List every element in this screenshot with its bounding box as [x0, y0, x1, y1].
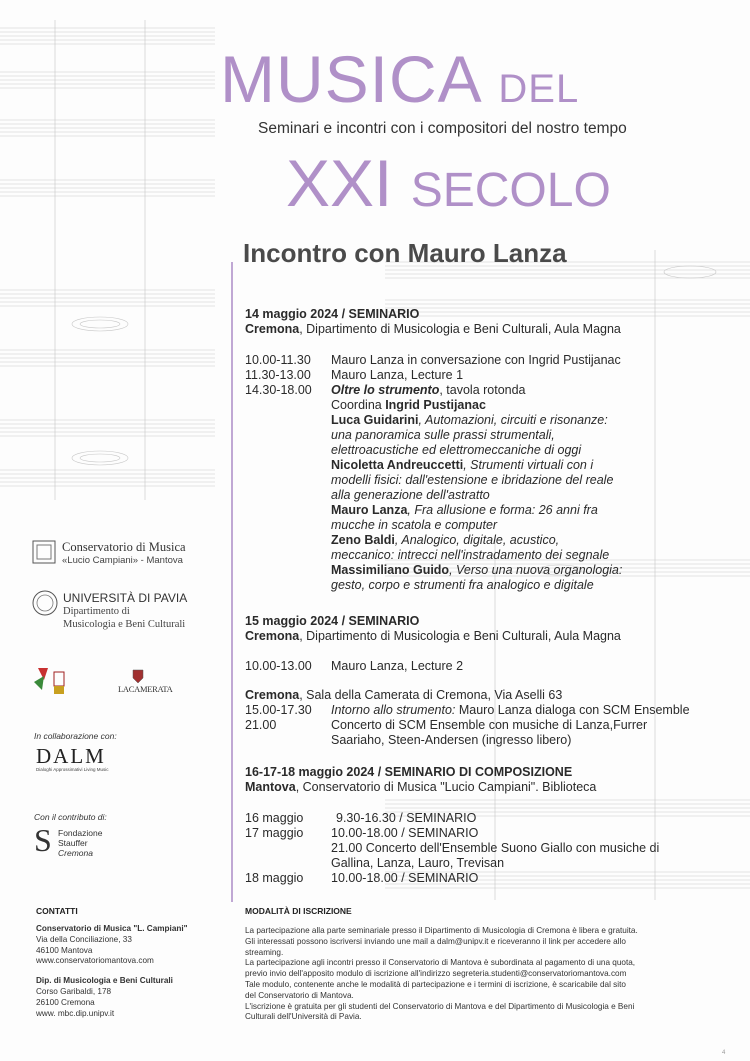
speaker-talk: alla generazione dell'astratto — [331, 488, 490, 502]
subtitle: Seminari e incontri con i compositori del nostro tempo — [258, 120, 627, 137]
conservatorio-name: Conservatorio di Musica — [62, 540, 186, 554]
iscrizione-line: L'iscrizione è gratuita per gli studenti del Conservatorio di Mantova e del Dipartimento di Musicologia e Beni — [245, 1001, 635, 1011]
schedule-row — [245, 871, 725, 886]
day2-place2: Cremona — [245, 688, 300, 702]
speaker-name: Mauro Lanza — [331, 503, 408, 517]
row-day: 18 maggio — [245, 871, 304, 885]
iscrizione-line: Gli interessati possono iscriversi inviando une mail a dalm@unipv.it e riceveranno il link per accedere allo — [245, 936, 626, 946]
row-text: 9.30-16.30 / SEMINARIO — [336, 811, 477, 825]
day3-block — [245, 765, 725, 886]
title-musica-text: MUSICA — [220, 42, 480, 116]
row-italic: Intorno allo strumento: — [331, 703, 456, 717]
speaker-talk: , Verso una nuova organologia: — [449, 563, 623, 577]
day3-place-rest: , Conservatorio di Musica "Lucio Campiani". Biblioteca — [295, 780, 597, 794]
row-text: Mauro Lanza in conversazione con Ingrid Pustijanac — [331, 353, 621, 367]
speaker-talk: , Automazioni, circuiti e risonanze: — [418, 413, 608, 427]
iscrizione-line: Culturali dell'Università di Pavia. — [245, 1012, 362, 1022]
camerata-crest-icon — [130, 668, 146, 684]
fondazione-line3: Cremona — [58, 848, 93, 858]
day1-block — [245, 307, 725, 593]
day2-block — [245, 614, 725, 748]
row-text: Mauro Lanza dialoga con SCM Ensemble — [455, 703, 690, 717]
contact-city: 46100 Mantova — [36, 945, 93, 955]
schedule-row — [245, 368, 725, 383]
contatti-block — [36, 924, 226, 1019]
iscrizione-line: La partecipazione agli incontri presso il Conservatorio di Mantova è subordinata al pagamento di una quota, — [245, 958, 636, 968]
schedule-row — [245, 703, 725, 718]
day2-place: Cremona — [245, 629, 300, 643]
iscrizione-line: streaming. — [245, 947, 284, 957]
speaker-talk: , Strumenti virtuali con i — [463, 458, 594, 472]
dalm-sub: Dialoghi Approssimativi Living Music — [36, 767, 109, 772]
iscrizione-line: previo invio dell'apposito modulo di iscrizione all'indirizzo segreteria.studenti@conservatoriomantova.com — [245, 969, 627, 979]
table-title: Oltre lo strumento — [331, 383, 440, 397]
speaker-talk: una panoramica sulle prassi strumentali, — [331, 428, 555, 442]
iscrizione-heading: MODALITÀ DI ISCRIZIONE — [245, 906, 352, 916]
fondazione-line1: Fondazione — [58, 828, 103, 838]
logos-sponsors — [32, 664, 212, 700]
title-musica — [220, 44, 579, 124]
conservatorio-sub: «Lucio Campiani» - Mantova — [62, 555, 183, 566]
contact-address: Corso Garibaldi, 178 — [36, 986, 112, 996]
unipv-dept1: Dipartimento di — [63, 606, 130, 617]
camerata-name: LACAMERATA — [118, 684, 173, 694]
fondazione-line2: Stauffer — [58, 838, 88, 848]
speaker-name: Nicoletta Andreuccetti — [331, 458, 464, 472]
collab-label: In collaborazione con: — [34, 731, 117, 741]
iscrizione-line: Tale modulo, contenente anche le modalità di partecipazione e i termini di iscrizione, è scaricabile dal sito — [245, 979, 626, 989]
speaker-name: Massimiliano Guido — [331, 563, 450, 577]
comune-logo-icon — [32, 664, 72, 698]
conservatorio-crest-icon — [32, 540, 56, 564]
day2-heading: 15 maggio 2024 / SEMINARIO — [245, 614, 420, 628]
speaker-talk: , Analogico, digitale, acustico, — [394, 533, 560, 547]
title-secolo-text: SECOLO — [410, 164, 611, 217]
row-time: 15.00-17.30 — [245, 703, 312, 717]
page-title: Incontro con Mauro Lanza — [243, 238, 567, 268]
row-text: 10.00-18.00 / SEMINARIO — [331, 826, 479, 840]
row-day: 16 maggio — [245, 811, 304, 825]
contact-city: 26100 Cremona — [36, 997, 95, 1007]
contact-web[interactable]: www.conservatoriomantova.com — [36, 956, 154, 966]
logo-fondazione — [34, 822, 154, 860]
schedule-row — [245, 826, 725, 841]
speaker-talk: elettroacustiche ed elettromeccaniche di oggi — [331, 443, 582, 457]
fondazione-s-icon: S — [34, 822, 52, 858]
iscrizione-line: La partecipazione alla parte seminariale presso il Dipartimento di Musicologia di Cremona è libera e gratuita. — [245, 926, 638, 935]
speaker-talk: mucche in scatola e computer — [331, 518, 498, 532]
speaker-name: Zeno Baldi — [331, 533, 395, 547]
coord-name: Ingrid Pustijanac — [385, 398, 486, 412]
schedule-row — [245, 353, 725, 368]
day1-heading: 14 maggio 2024 / SEMINARIO — [245, 307, 420, 321]
row-text: Concerto di SCM Ensemble con musiche di Lanza,Furrer — [331, 718, 648, 732]
day3-heading: 16-17-18 maggio 2024 / SEMINARIO DI COMPOSIZIONE — [245, 765, 573, 779]
row-time: 10.00-13.00 — [245, 659, 312, 673]
title-secolo — [286, 148, 611, 226]
speaker-talk: , Fra allusione e forma: 26 anni fra — [407, 503, 598, 517]
contact-web[interactable]: www. mbc.dip.unipv.it — [36, 1008, 115, 1018]
row-time: 21.00 — [245, 718, 277, 732]
speaker-talk: gesto, corpo e strumenti fra analogico e digitale — [331, 578, 594, 592]
row-text: 10.00-18.00 / SEMINARIO — [331, 871, 479, 885]
schedule-row — [245, 659, 725, 674]
unipv-name: UNIVERSITÀ DI PAVIA — [63, 591, 188, 605]
vertical-divider — [231, 262, 233, 902]
day3-place: Mantova — [245, 780, 296, 794]
speaker-name: Luca Guidarini — [331, 413, 419, 427]
unipv-seal-icon — [32, 590, 58, 616]
day1-place-rest: , Dipartimento di Musicologia e Beni Culturali, Aula Magna — [299, 322, 621, 336]
schedule-row — [245, 383, 725, 398]
contact-name: Dip. di Musicologia e Beni Culturali — [36, 976, 173, 986]
contributo-label: Con il contributo di: — [34, 812, 107, 822]
title-del-text: DEL — [498, 67, 580, 111]
row-time: 10.00-11.30 — [245, 353, 311, 367]
row-text: Mauro Lanza, Lecture 1 — [331, 368, 464, 382]
row-text: 21.00 Concerto dell'Ensemble Suono Giallo con musiche di — [331, 841, 660, 855]
title-century: XXI — [286, 146, 393, 220]
schedule-row — [245, 811, 725, 826]
coord-label: Coordina — [331, 398, 386, 412]
row-time: 11.30-13.00 — [245, 368, 311, 382]
unipv-dept2: Musicologia e Beni Culturali — [63, 619, 186, 630]
day1-place: Cremona — [245, 322, 300, 336]
page-number: 4 — [722, 1050, 726, 1056]
iscrizione-line: del Conservatorio di Mantova. — [245, 990, 354, 1000]
row-time: 14.30-18.00 — [245, 383, 312, 397]
row-text: Saariaho, Steen-Andersen (ingresso libero) — [331, 733, 572, 747]
contact-address: Via della Conciliazione, 33 — [36, 934, 132, 944]
table-rest: , tavola rotonda — [439, 383, 526, 397]
dalm-logo: DALM — [36, 744, 106, 768]
speaker-talk: modelli fisici: dall'estensione e ibridazione del reale — [331, 473, 614, 487]
schedule-row — [245, 718, 725, 733]
row-day: 17 maggio — [245, 826, 304, 840]
iscrizione-block — [245, 926, 725, 1023]
contatti-heading: CONTATTI — [36, 906, 78, 916]
row-text: Gallina, Lanza, Lauro, Trevisan — [331, 856, 505, 870]
speaker-talk: meccanico: intrecci nell'instradamento dei segnale — [331, 548, 610, 562]
row-text: Mauro Lanza, Lecture 2 — [331, 659, 464, 673]
contact-name: Conservatorio di Musica "L. Campiani" — [36, 924, 188, 933]
day2-place-rest: , Dipartimento di Musicologia e Beni Culturali, Aula Magna — [299, 629, 621, 643]
day2-place2-rest: , Sala della Camerata di Cremona, Via Aselli 63 — [299, 688, 563, 702]
